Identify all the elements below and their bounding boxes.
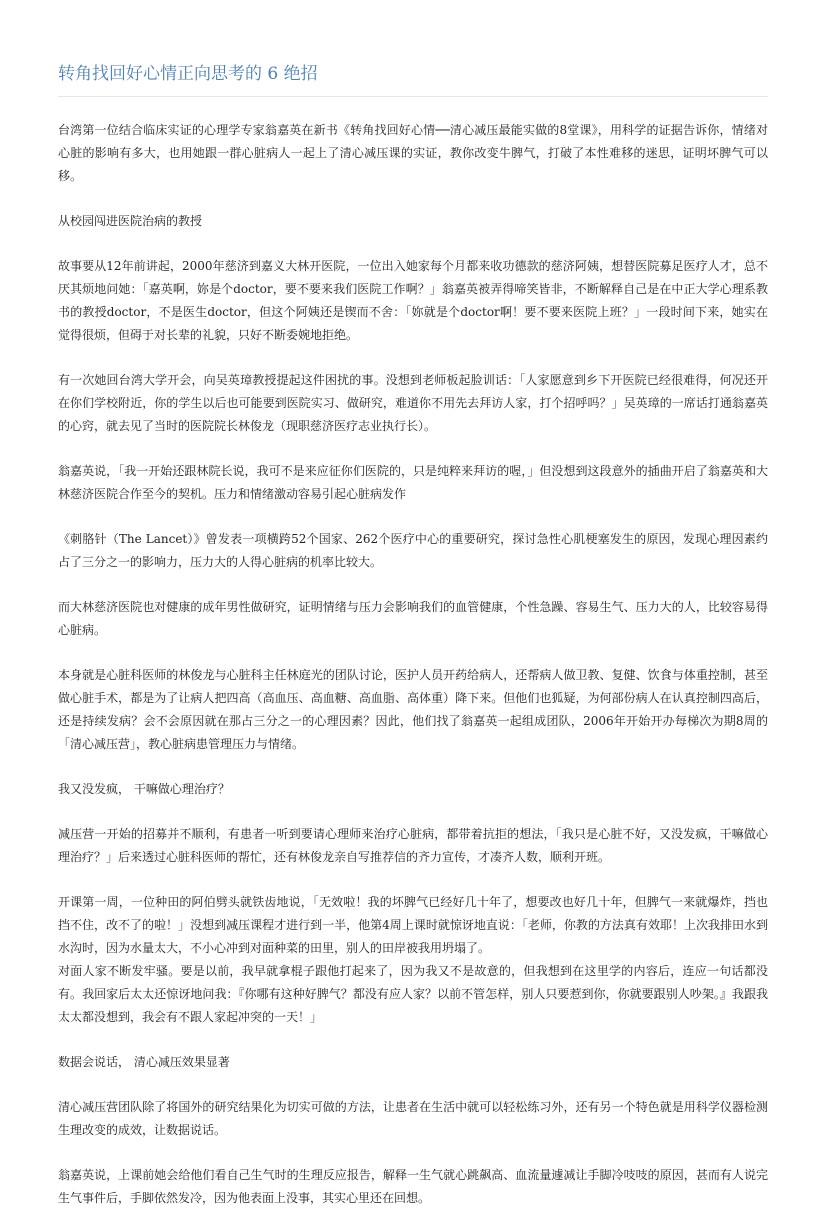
section-heading: 从校园闯进医院治病的教授 [58, 214, 203, 228]
article-body [58, 119, 768, 1210]
article-title: 转角找回好心情正向思考的 6 绝招 [58, 58, 768, 97]
paragraph-intro: 台湾第一位结合临床实证的心理学专家翁嘉英在新书《转角找回好心情──清心减压最能实做的8堂课》，用科学的证据告诉你，情绪对心脏的影响有多大，也用她跟一群心脏病人一起上了清心减压课的实证，教你改变牛脾气，打破了本性难移的迷思，证明坏脾气可以移。 [58, 123, 768, 183]
paragraph: 有一次她回台湾大学开会，向吴英璋教授提起这件困扰的事。没想到老师板起脸训话：「人家愿意到乡下开医院已经很难得，何况还开在你们学校附近，你的学生以后也可能要到医院实习、做研究，难道你不用先去拜访人家，打个招呼吗？」吴英璋的一席话打通翁嘉英的心窍，就去见了当时的医院院长林俊龙（现职慈济医疗志业执行长）。 [58, 373, 768, 433]
paragraph: 故事要从12年前讲起，2000年慈济到嘉义大林开医院，一位出入她家每个月都来收功德款的慈济阿姨，想替医院募足医疗人才，总不厌其烦地问她：「嘉英啊，妳是个doctor，要不要来我们医院工作啊？」翁嘉英被弄得啼笑皆非，不断解释自己是在中正大学心理系教书的教授doctor，不是医生doctor，但这个阿姨还是锲而不舍：「妳就是个doctor啊！要不要来医院上班？」一段时间下来，她实在觉得很烦，但碍于对长辈的礼貌，只好不断委婉地拒绝。 [58, 259, 768, 342]
article [58, 58, 768, 1232]
paragraph: 开课第一周，一位种田的阿伯劈头就铁齿地说，「无效啦！我的坏脾气已经好几十年了，想要改也好几十年，但脾气一来就爆炸，挡也挡不住，改不了的啦！」没想到减压课程才进行到一半，他第4周上课时就惊讶地直说：「老师，你教的方法真有效耶！上次我排田水到水沟时，因为水量太大，不小心冲到对面种菜的田里，别人的田岸被我用坍塌了。 [58, 895, 768, 955]
paragraph: 本身就是心脏科医师的林俊龙与心脏科主任林庭光的团队讨论，医护人员开药给病人，还帮病人做卫教、复健、饮食与体重控制，甚至做心脏手术，都是为了让病人把四高（高血压、高血糖、高血脂、高体重）降下来。但他们也狐疑，为何部份病人在认真控制四高后，还是持续发病？会不会原因就在那占三分之一的心理因素？因此，他们找了翁嘉英一起组成团队，2006年开始开办每梯次为期8周的「清心减压营」，教心脏病患管理压力与情绪。 [58, 668, 768, 751]
paragraph: 翁嘉英说，「我一开始还跟林院长说，我可不是来应征你们医院的，只是纯粹来拜访的喔，」但没想到这段意外的插曲开启了翁嘉英和大林慈济医院合作至今的契机。压力和情绪激动容易引起心脏病发作 [58, 464, 768, 501]
paragraph: 翁嘉英说，上课前她会给他们看自己生气时的生理反应报告，解释一生气就心跳飙高、血流量遽减让手脚冷吱吱的原因，甚而有人说完生气事件后，手脚依然发冷，因为他表面上没事，其实心里还在回想。 [58, 1168, 768, 1205]
paragraph: 对面人家不断发牢骚。要是以前，我早就拿棍子跟他打起来了，因为我又不是故意的，但我想到在这里学的内容后，连应一句话都没有。我回家后太太还惊讶地问我：『你哪有这种好脾气？都没有应人家？以前不管怎样，别人只要惹到你，你就要跟别人吵架。』我跟我太太都没想到，我会有不跟人家起冲突的一天！」 [58, 964, 768, 1024]
paragraph: 减压营一开始的招募并不顺利，有患者一听到要请心理师来治疗心脏病，都带着抗拒的想法，「我只是心脏不好，又没发疯，干嘛做心理治疗？」后来透过心脏科医师的帮忙，还有林俊龙亲自写推荐信的齐力宣传，才凑齐人数，顺利开班。 [58, 827, 768, 864]
section-heading: 数据会说话， 清心减压效果显著 [58, 1055, 230, 1069]
paragraph: 清心减压营团队除了将国外的研究结果化为切实可做的方法，让患者在生活中就可以轻松练习外，还有另一个特色就是用科学仪器检测生理改变的成效，让数据说话。 [58, 1100, 768, 1137]
paragraph: 《刺胳针（The Lancet）》曾发表一项横跨52个国家、262个医疗中心的重要研究，探讨急性心肌梗塞发生的原因，发现心理因素约占了三分之一的影响力，压力大的人得心脏病的机率比较大。 [58, 532, 768, 569]
paragraph: 而大林慈济医院也对健康的成年男性做研究，证明情绪与压力会影响我们的血管健康，个性急躁、容易生气、压力大的人，比较容易得心脏病。 [58, 600, 768, 637]
section-heading: 我又没发疯， 干嘛做心理治疗？ [58, 782, 230, 796]
